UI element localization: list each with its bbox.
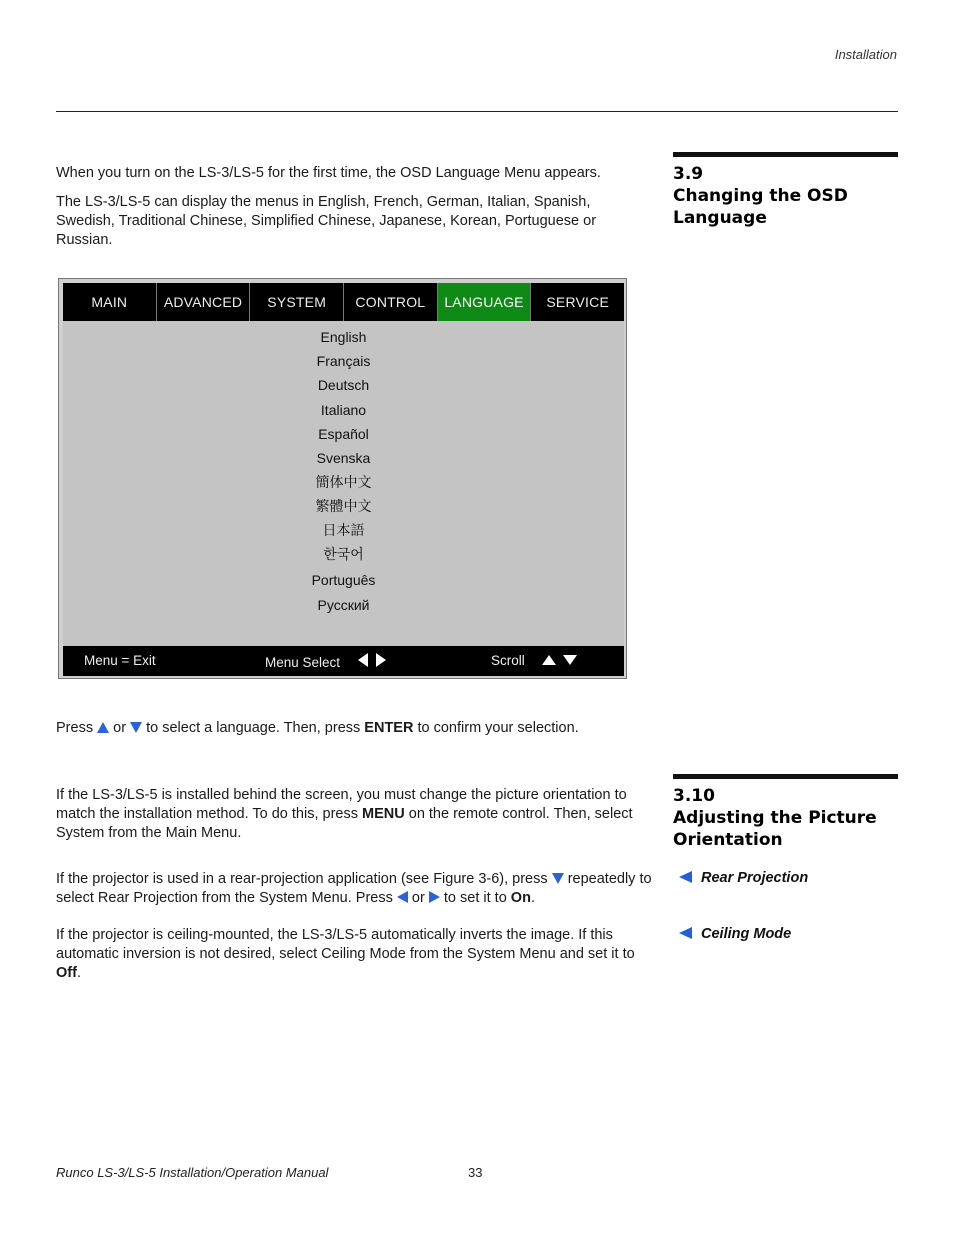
paragraph-press-instruction (56, 719, 676, 738)
osd-lang-item[interactable]: 한국어 (323, 546, 364, 562)
ceiling-text-end: . (76, 965, 81, 981)
footer-page-number: 33 (468, 1165, 483, 1180)
right-arrow-icon (429, 891, 440, 903)
osd-lang-item[interactable]: Deutsch (317, 377, 370, 393)
paragraph-intro: When you turn on the LS-3/LS-5 for the first time, the OSD Language Menu appears. (56, 165, 601, 181)
osd-lang-item[interactable]: English (320, 329, 367, 345)
osd-footer-select-label: Menu Select (265, 655, 341, 670)
osd-footer-scroll (491, 653, 577, 668)
osd-footer-select (265, 653, 386, 670)
section-heading-3-9 (673, 163, 848, 229)
intro-text-b: on the remote control. Then, select System from the Main Menu. (56, 806, 633, 841)
running-header: Installation (834, 47, 897, 62)
osd-lang-item[interactable]: Italiano (320, 402, 367, 418)
menu-key-label: MENU (362, 806, 405, 822)
osd-footer-scroll-label: Scroll (491, 653, 525, 668)
up-arrow-icon (97, 722, 109, 733)
osd-tab-service[interactable]: SERVICE (546, 294, 609, 310)
left-arrow-icon (358, 653, 368, 667)
ceiling-mode-label: Ceiling Mode (701, 926, 792, 942)
osd-lang-item[interactable]: Português (311, 572, 376, 588)
osd-lang-item[interactable]: Español (318, 426, 369, 442)
section-title-line1: Adjusting the Picture (673, 808, 877, 828)
osd-lang-item[interactable]: 日本語 (322, 522, 365, 538)
osd-tab-language[interactable]: LANGUAGE (438, 283, 532, 321)
press-text: Press (56, 720, 94, 736)
osd-lang-item[interactable]: Русский (317, 597, 370, 613)
press-suffix-text: to confirm your selection. (417, 720, 579, 736)
osd-tab-bar (63, 283, 624, 321)
osd-lang-item[interactable]: 簡体中文 (315, 474, 372, 490)
section-bar (673, 774, 898, 779)
subheading-rear-projection (679, 870, 808, 886)
down-arrow-icon (552, 873, 564, 884)
rear-or-text: or (411, 890, 425, 906)
osd-lang-item[interactable]: Français (316, 353, 371, 369)
paragraph-ceiling-mode (56, 926, 656, 983)
paragraph-rear-projection (56, 870, 656, 908)
paragraph-languages: The LS-3/LS-5 can display the menus in English, French, German, Italian, Spanish, Swedish, Traditional Chinese, Simplified Chinese, Japanese, Korean, Portuguese or Russian. (56, 194, 597, 248)
osd-language-menu (58, 278, 627, 679)
intro-text-a: If the LS-3/LS-5 is installed behind the screen, you must change the picture orientation to match the installation method. To do this, press (56, 787, 627, 822)
subheading-ceiling-mode (679, 926, 791, 942)
down-arrow-icon (563, 655, 577, 665)
section-title-line2: Language (673, 208, 767, 228)
rear-text-end: . (530, 890, 535, 906)
osd-footer-bar (63, 646, 624, 676)
left-pointer-icon (679, 871, 692, 883)
footer-manual-title: Runco LS-3/LS-5 Installation/Operation Manual (56, 1165, 329, 1180)
section-bar (673, 152, 898, 157)
header-rule (56, 111, 898, 112)
osd-lang-item[interactable]: 繁體中文 (315, 498, 372, 514)
section-heading-3-10 (673, 785, 877, 851)
section-number: 3.10 (673, 786, 715, 806)
section-number: 3.9 (673, 164, 704, 184)
down-arrow-icon (130, 722, 142, 733)
osd-lang-item[interactable]: Svenska (316, 450, 371, 466)
right-arrow-icon (376, 653, 386, 667)
paragraph-orientation-intro (56, 786, 656, 843)
up-arrow-icon (542, 655, 556, 665)
rear-text-c: to set it to (443, 890, 507, 906)
or-text: or (113, 720, 127, 736)
rear-projection-label: Rear Projection (701, 870, 809, 886)
enter-key-label: ENTER (364, 720, 414, 736)
rear-text-b: repeatedly to select Rear Projection from the System Menu. Press (56, 871, 652, 906)
left-arrow-icon (397, 891, 408, 903)
osd-tab-control[interactable]: CONTROL (344, 283, 438, 321)
on-value: On (510, 890, 531, 906)
osd-tab-advanced[interactable]: ADVANCED (157, 283, 251, 321)
osd-tab-main[interactable]: MAIN (63, 283, 157, 321)
section-title-line1: Changing the OSD (673, 186, 848, 206)
ceiling-text-a: If the projector is ceiling-mounted, the LS-3/LS-5 automatically inverts the image. If this automatic inversion is not desired, select Ceiling Mode from the System Menu and set it to (56, 927, 635, 962)
left-pointer-icon (679, 927, 692, 939)
section-title-line2: Orientation (673, 830, 783, 850)
osd-tab-system[interactable]: SYSTEM (250, 283, 344, 321)
osd-panel (63, 283, 624, 676)
osd-footer-exit: Menu = Exit (84, 653, 156, 668)
rear-text-a: If the projector is used in a rear-projection application (see Figure 3-6), press (56, 871, 548, 887)
off-value: Off (56, 965, 77, 981)
press-mid-text: to select a language. Then, press (146, 720, 361, 736)
